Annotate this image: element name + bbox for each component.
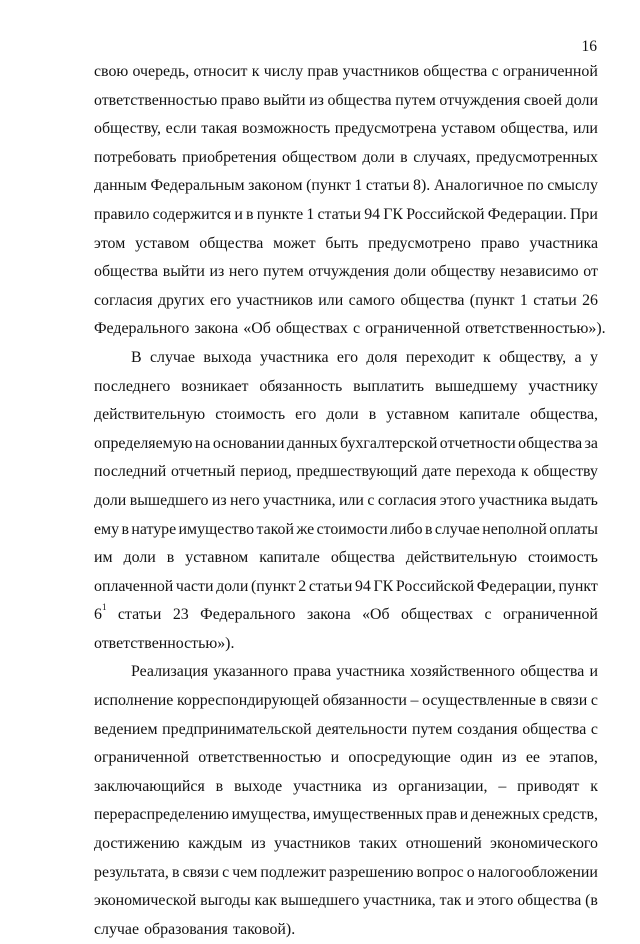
word: Аналогичное — [433, 177, 524, 195]
word: закона — [194, 320, 239, 338]
word: (пункт — [306, 177, 351, 195]
word: стоимости — [316, 520, 388, 538]
word: опосредующие — [348, 749, 451, 767]
word: согласия — [377, 491, 437, 509]
word: из — [211, 491, 227, 509]
word: указанного — [213, 663, 289, 681]
word: за — [584, 434, 598, 452]
word: уставом — [441, 120, 496, 138]
word: (в — [585, 892, 598, 910]
word: Российской — [395, 577, 475, 595]
word: статьи — [308, 577, 353, 595]
word: обществах — [401, 606, 474, 624]
word: его — [336, 348, 359, 366]
word: ответственностью — [94, 91, 218, 109]
word: выходе — [234, 777, 283, 795]
word: участника, — [263, 491, 336, 509]
word: очередь, — [132, 63, 190, 80]
word: заключающийся — [94, 777, 205, 795]
word: смыслу — [547, 177, 598, 195]
word: ответственностью»). — [94, 634, 235, 652]
word: приводят — [517, 777, 580, 795]
word: (пункт — [469, 291, 515, 309]
word: этого — [439, 491, 476, 509]
word: или — [572, 120, 598, 138]
word: ответственностью»). — [465, 320, 606, 338]
word: с — [590, 692, 598, 710]
word: путем — [263, 263, 304, 281]
word: 1 — [306, 205, 315, 223]
word: хозяйственного — [410, 663, 515, 681]
word: вышедшего — [280, 892, 360, 910]
word: выплатить — [353, 377, 425, 395]
word: путем — [411, 720, 453, 738]
word: данным — [94, 177, 147, 195]
text-line — [94, 744, 598, 773]
word: самого — [348, 291, 395, 309]
word: или — [339, 491, 364, 509]
text-line — [94, 172, 598, 201]
word: связи — [550, 692, 588, 710]
word: отчуждения — [308, 263, 390, 281]
word: Федерации. — [487, 205, 567, 223]
page-number: 16 — [581, 38, 597, 55]
paragraph-2 — [94, 344, 598, 659]
word: дате — [422, 463, 452, 481]
word: из — [309, 91, 324, 109]
word: общества — [199, 234, 264, 252]
word: обществах — [275, 320, 348, 338]
word: возникает — [181, 377, 249, 395]
word: части — [175, 577, 214, 595]
word: ее — [525, 749, 540, 767]
text-line — [94, 716, 598, 745]
word: налогообложении — [477, 863, 598, 881]
word: доли — [362, 148, 395, 166]
word: денежных — [470, 806, 540, 824]
word: случае — [150, 348, 196, 366]
text-line — [94, 315, 606, 344]
text-line — [94, 430, 598, 459]
word: закона — [306, 606, 351, 624]
word: выйти — [162, 263, 205, 281]
word: в — [121, 520, 129, 538]
text-line — [94, 887, 598, 916]
word: в — [246, 205, 254, 223]
word: общества — [520, 663, 585, 681]
text-line — [94, 859, 598, 888]
word: разрешению — [329, 863, 414, 881]
word: перераспределению — [94, 806, 229, 824]
text-line — [94, 916, 598, 944]
word: обществом — [281, 148, 357, 166]
word: деятельности — [316, 720, 408, 738]
text-line — [94, 773, 598, 802]
word: период, — [240, 463, 292, 481]
word: 94 — [364, 205, 381, 223]
word: пункт — [558, 577, 598, 595]
word: ограниченной — [94, 749, 189, 767]
word: предусмотрена — [334, 120, 437, 138]
word: с — [484, 606, 492, 624]
text-line — [94, 201, 598, 230]
word: вышедшему — [434, 377, 518, 395]
word: каждым — [188, 835, 243, 853]
text-line — [94, 601, 598, 630]
word: этом — [94, 234, 126, 252]
word: с — [491, 63, 499, 80]
word: уставом — [135, 234, 190, 252]
word: этапов, — [549, 749, 598, 767]
word: и — [465, 892, 474, 910]
word: участника — [336, 663, 405, 681]
word: результата, — [94, 863, 169, 881]
word: исполнение — [94, 692, 174, 710]
word: содержится — [152, 205, 232, 223]
word: Федерации, — [476, 577, 556, 595]
word: статьи — [365, 177, 410, 195]
word: действительную — [94, 406, 206, 424]
text-line — [94, 573, 598, 602]
text-line — [94, 144, 598, 173]
word: право — [220, 91, 260, 109]
word: в — [215, 777, 224, 795]
word: правило — [94, 205, 150, 223]
word: этого — [477, 892, 514, 910]
word: предусмотрено — [368, 234, 471, 252]
word: «Об — [362, 606, 390, 624]
text-line — [94, 258, 598, 287]
word: Федеральным — [150, 177, 245, 195]
word: достижению — [94, 835, 180, 853]
word: корреспондирующей — [177, 692, 320, 710]
word: отчетный — [171, 463, 236, 481]
word: если — [165, 120, 197, 138]
word: законом — [248, 177, 303, 195]
word: независимо — [499, 263, 579, 281]
word: стоимость — [528, 549, 598, 567]
word: а — [574, 348, 582, 366]
word: право — [480, 234, 520, 252]
word: основании — [212, 434, 285, 452]
word: возможность — [242, 120, 331, 138]
word: у — [589, 348, 598, 366]
word: осуществленные — [422, 692, 536, 710]
word: 2 — [298, 577, 307, 595]
word: 1 — [354, 177, 363, 195]
text-line — [94, 58, 598, 87]
word: Российской — [406, 205, 485, 223]
word: 23 — [172, 606, 189, 624]
word: данных — [286, 434, 338, 452]
word: В — [131, 348, 142, 366]
word: может — [273, 234, 316, 252]
word: него — [228, 263, 259, 281]
word: выйти — [263, 91, 306, 109]
word: в — [368, 406, 377, 424]
word: к — [482, 348, 491, 366]
word: обществу — [430, 263, 496, 281]
word: образования — [144, 920, 228, 938]
word: участника — [293, 777, 362, 795]
word: от — [583, 263, 598, 281]
word: обществу, — [94, 120, 161, 138]
word: ГК — [383, 205, 404, 223]
word: путем — [395, 91, 436, 109]
word: общества, — [500, 120, 569, 138]
word: с — [352, 320, 361, 338]
word: ответственностью — [198, 749, 322, 767]
word: права — [293, 663, 332, 681]
word: отчетности — [439, 434, 516, 452]
text-line — [94, 516, 598, 545]
text-line — [94, 344, 598, 373]
word: и — [459, 806, 469, 824]
word: $6^1$ — [94, 601, 107, 624]
word: к — [520, 463, 529, 481]
word: 94 — [354, 577, 371, 595]
word: общества — [94, 263, 159, 281]
word: случаях, — [413, 148, 471, 166]
word: обязанности — [322, 692, 407, 710]
word: отношений — [405, 835, 482, 853]
word: участника — [478, 491, 548, 509]
word: общества — [423, 63, 488, 80]
word: создания — [457, 720, 518, 738]
word: вопрос — [416, 863, 464, 881]
text-line — [94, 373, 598, 402]
word: оплаченной — [94, 577, 174, 595]
word: общества — [400, 291, 465, 309]
text-line — [94, 830, 598, 859]
word: имущество — [178, 520, 255, 538]
word: из — [209, 263, 225, 281]
word: и — [589, 663, 598, 681]
word: общества — [522, 720, 587, 738]
word: последний — [94, 463, 167, 481]
word: отчуждения — [439, 91, 521, 109]
word: предшествующий — [296, 463, 418, 481]
word: к — [251, 63, 260, 80]
word: обществу, — [499, 348, 567, 366]
word: общества — [518, 434, 583, 452]
text-line — [94, 658, 598, 687]
word: последнего — [94, 377, 171, 395]
word: прав — [307, 63, 339, 80]
text-line — [94, 401, 598, 430]
word: на — [194, 434, 211, 452]
word: участников — [274, 835, 351, 853]
word: так — [439, 892, 462, 910]
word: участников — [236, 291, 313, 309]
word: его — [295, 406, 317, 424]
word: Федерального — [94, 320, 190, 338]
word: средств, — [542, 806, 598, 824]
word: в — [539, 692, 548, 710]
text-line — [94, 230, 598, 259]
word: подлежит — [260, 863, 326, 881]
word: ограниченной — [502, 63, 598, 80]
word: в — [424, 520, 433, 538]
word: уставном — [185, 549, 249, 567]
word: доля — [366, 348, 398, 366]
word: определяемую — [94, 434, 193, 452]
word: пункте — [256, 205, 304, 223]
word: перехода — [455, 463, 517, 481]
superscript: 1 — [101, 601, 107, 612]
word: участника — [259, 348, 329, 366]
word: 8). — [413, 177, 431, 195]
paragraph-3 — [94, 658, 598, 944]
word: такой — [256, 520, 294, 538]
word: При — [569, 205, 598, 223]
word: экономической — [94, 892, 197, 910]
word: из — [501, 749, 517, 767]
word: обязанность — [259, 377, 343, 395]
word: статьи — [317, 205, 362, 223]
word: из — [250, 835, 266, 853]
word: с — [590, 720, 598, 738]
word: числу — [263, 63, 304, 80]
text-line — [94, 487, 598, 516]
word: неполной — [482, 520, 547, 538]
word: и — [234, 205, 243, 223]
word: в — [400, 148, 408, 166]
word: общества, — [529, 406, 598, 424]
word: общества — [330, 549, 395, 567]
word: переходит — [405, 348, 475, 366]
word: Федерального — [200, 606, 296, 624]
word: уставном — [386, 406, 450, 424]
word: общества — [517, 892, 582, 910]
word: бухгалтерской — [340, 434, 438, 452]
word: потребовать — [94, 148, 177, 166]
word: – — [410, 692, 419, 710]
text-line — [94, 801, 598, 830]
word: предпринимательской — [162, 720, 312, 738]
word: чем — [232, 863, 258, 881]
word: участников — [342, 63, 420, 80]
word: участнику — [528, 377, 598, 395]
word: или — [318, 291, 344, 309]
word: других — [157, 291, 205, 309]
text-line — [94, 115, 598, 144]
word: «Об — [243, 320, 271, 338]
word: доли — [326, 406, 359, 424]
word: доли — [94, 491, 127, 509]
word: Реализация — [131, 663, 209, 681]
word: его — [210, 291, 232, 309]
word: 1 — [519, 291, 528, 309]
word: таковой). — [233, 920, 296, 938]
word: свою — [94, 63, 129, 80]
word: выдать — [550, 491, 598, 509]
word: (пункт — [250, 577, 296, 595]
word: такая — [201, 120, 238, 138]
word: с — [222, 863, 230, 881]
word: ГК — [373, 577, 394, 595]
word: выхода — [203, 348, 252, 366]
word: о — [466, 863, 475, 881]
word: предусмотренных — [476, 148, 598, 166]
word: либо — [390, 520, 423, 538]
word: по — [527, 177, 544, 195]
word: же — [296, 520, 315, 538]
word: участника — [529, 234, 598, 252]
word: к — [590, 777, 598, 795]
word: статьи — [117, 606, 162, 624]
word: организации, — [398, 777, 488, 795]
word: быть — [325, 234, 359, 252]
word: капитале — [459, 406, 520, 424]
word: доли — [565, 91, 598, 109]
word: ограниченной — [365, 320, 461, 338]
word: доли — [393, 263, 427, 281]
word: таких — [358, 835, 398, 853]
word: им — [94, 549, 113, 567]
word: относит — [193, 63, 248, 80]
word: один — [459, 749, 493, 767]
text-line — [94, 544, 598, 573]
word: прав — [425, 806, 457, 824]
word: как — [254, 892, 277, 910]
word: связи — [182, 863, 220, 881]
word: ему — [94, 520, 120, 538]
word: – — [498, 777, 507, 795]
paragraph-1 — [94, 58, 606, 344]
word: доли — [216, 577, 249, 595]
word: 26 — [582, 291, 598, 309]
text-line — [94, 687, 598, 716]
word: вышедшего — [129, 491, 209, 509]
word: ведением — [94, 720, 158, 738]
word: своей — [523, 91, 563, 109]
word: участника, — [363, 892, 436, 910]
word: капитале — [259, 549, 320, 567]
word: с — [367, 491, 375, 509]
word: приобретения — [182, 148, 277, 166]
word: действительную — [405, 549, 518, 567]
word: и — [330, 749, 340, 767]
text-line — [94, 287, 598, 316]
word: имущественных — [312, 806, 424, 824]
text-line — [94, 458, 598, 487]
document-body — [94, 58, 606, 944]
word: экономического — [490, 835, 598, 853]
text-line — [94, 630, 598, 659]
word: выгоды — [200, 892, 251, 910]
word: обществу — [533, 463, 598, 481]
word: в — [166, 549, 175, 567]
word: доли — [123, 549, 156, 567]
word: стоимость — [215, 406, 286, 424]
word: случае — [434, 520, 480, 538]
word: натуре — [131, 520, 177, 538]
text-line — [94, 87, 598, 116]
word: него — [230, 491, 260, 509]
word: оплаты — [549, 520, 598, 538]
word: согласия — [94, 291, 153, 309]
word: ограниченной — [502, 606, 598, 624]
word: из — [372, 777, 388, 795]
word: статьи — [533, 291, 577, 309]
word: общества — [327, 91, 392, 109]
word: имущества, — [231, 806, 311, 824]
word: случае — [94, 920, 140, 938]
word: в — [171, 863, 180, 881]
